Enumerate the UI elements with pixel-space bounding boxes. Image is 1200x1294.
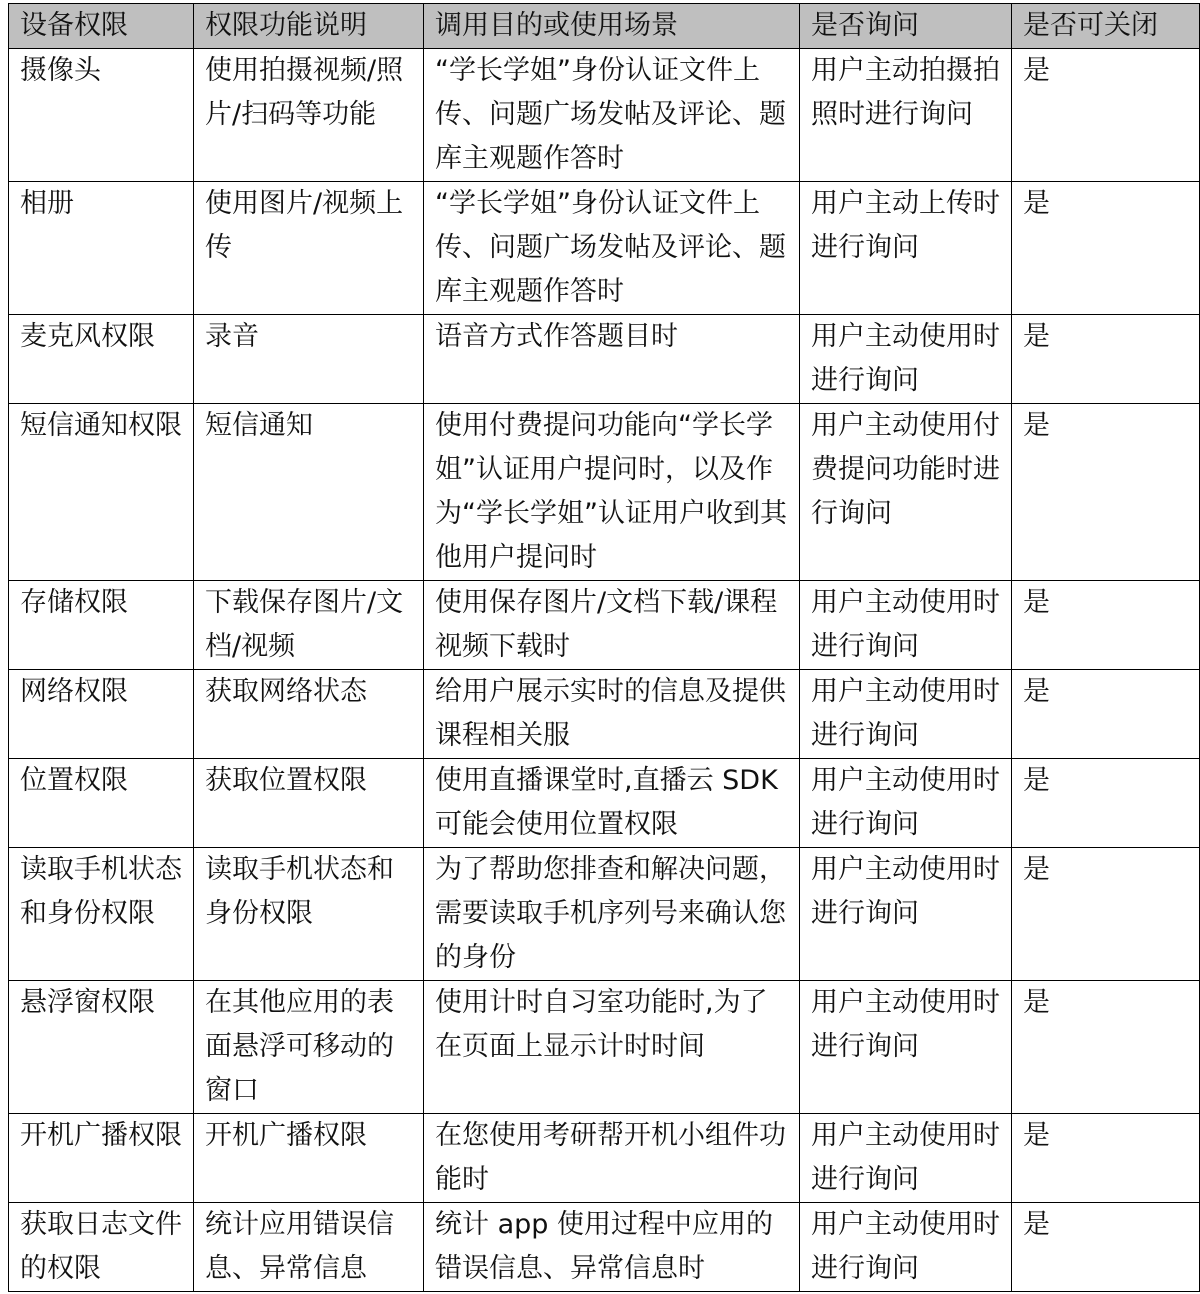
permission-name-cell: 悬浮窗权限: [9, 981, 194, 1114]
can-disable-cell: 是: [1012, 49, 1200, 182]
table-body: [9, 49, 1200, 1292]
permission-description-cell: 在其他应用的表面悬浮可移动的窗口: [194, 981, 424, 1114]
can-disable-cell: 是: [1012, 1203, 1200, 1292]
purpose-cell: “学长学姐”身份认证文件上传、问题广场发帖及评论、题库主观题作答时: [424, 182, 800, 315]
purpose-cell: 在您使用考研帮开机小组件功能时: [424, 1114, 800, 1203]
permission-description-cell: 读取手机状态和身份权限: [194, 848, 424, 981]
ask-user-cell: 用户主动使用时进行询问: [800, 759, 1012, 848]
table-row: [9, 49, 1200, 182]
ask-user-cell: 用户主动使用时进行询问: [800, 848, 1012, 981]
ask-user-cell: 用户主动拍摄拍照时进行询问: [800, 49, 1012, 182]
permission-description-cell: 使用拍摄视频/照片/扫码等功能: [194, 49, 424, 182]
purpose-cell: 使用计时自习室功能时,为了在页面上显示计时时间: [424, 981, 800, 1114]
header-purpose-scenario: 调用目的或使用场景: [424, 4, 800, 49]
purpose-cell: 语音方式作答题目时: [424, 315, 800, 404]
permission-description-cell: 开机广播权限: [194, 1114, 424, 1203]
table-row: [9, 670, 1200, 759]
can-disable-cell: 是: [1012, 670, 1200, 759]
can-disable-cell: 是: [1012, 581, 1200, 670]
table-row: [9, 848, 1200, 981]
permission-name-cell: 短信通知权限: [9, 404, 194, 581]
permission-name-cell: 网络权限: [9, 670, 194, 759]
purpose-cell: 统计 app 使用过程中应用的错误信息、异常信息时: [424, 1203, 800, 1292]
table-row: [9, 759, 1200, 848]
header-can-disable: 是否可关闭: [1012, 4, 1200, 49]
table-row: [9, 1114, 1200, 1203]
permission-description-cell: 使用图片/视频上传: [194, 182, 424, 315]
permission-name-cell: 读取手机状态和身份权限: [9, 848, 194, 981]
header-ask-user: 是否询问: [800, 4, 1012, 49]
header-permission-description: 权限功能说明: [194, 4, 424, 49]
ask-user-cell: 用户主动使用时进行询问: [800, 981, 1012, 1114]
ask-user-cell: 用户主动使用时进行询问: [800, 1114, 1012, 1203]
ask-user-cell: 用户主动使用时进行询问: [800, 1203, 1012, 1292]
can-disable-cell: 是: [1012, 981, 1200, 1114]
permission-name-cell: 相册: [9, 182, 194, 315]
permission-description-cell: 短信通知: [194, 404, 424, 581]
permission-description-cell: 录音: [194, 315, 424, 404]
permission-description-cell: 下载保存图片/文档/视频: [194, 581, 424, 670]
ask-user-cell: 用户主动使用付费提问功能时进行询问: [800, 404, 1012, 581]
ask-user-cell: 用户主动上传时进行询问: [800, 182, 1012, 315]
permissions-table: [8, 3, 1200, 1292]
purpose-cell: 使用直播课堂时,直播云 SDK 可能会使用位置权限: [424, 759, 800, 848]
permission-name-cell: 位置权限: [9, 759, 194, 848]
permission-description-cell: 统计应用错误信息、异常信息: [194, 1203, 424, 1292]
purpose-cell: 使用保存图片/文档下载/课程视频下载时: [424, 581, 800, 670]
purpose-cell: 为了帮助您排查和解决问题，需要读取手机序列号来确认您的身份: [424, 848, 800, 981]
permission-name-cell: 开机广播权限: [9, 1114, 194, 1203]
purpose-cell: 给用户展示实时的信息及提供课程相关服: [424, 670, 800, 759]
can-disable-cell: 是: [1012, 404, 1200, 581]
ask-user-cell: 用户主动使用时进行询问: [800, 581, 1012, 670]
can-disable-cell: 是: [1012, 848, 1200, 981]
can-disable-cell: 是: [1012, 182, 1200, 315]
table-row: [9, 315, 1200, 404]
ask-user-cell: 用户主动使用时进行询问: [800, 315, 1012, 404]
permission-description-cell: 获取网络状态: [194, 670, 424, 759]
purpose-cell: “学长学姐”身份认证文件上传、问题广场发帖及评论、题库主观题作答时: [424, 49, 800, 182]
table-row: [9, 404, 1200, 581]
table-row: [9, 581, 1200, 670]
permission-name-cell: 摄像头: [9, 49, 194, 182]
table-row: [9, 182, 1200, 315]
header-device-permission: 设备权限: [9, 4, 194, 49]
header-row: [9, 4, 1200, 49]
permission-name-cell: 麦克风权限: [9, 315, 194, 404]
can-disable-cell: 是: [1012, 1114, 1200, 1203]
permission-description-cell: 获取位置权限: [194, 759, 424, 848]
table-row: [9, 981, 1200, 1114]
permission-name-cell: 存储权限: [9, 581, 194, 670]
ask-user-cell: 用户主动使用时进行询问: [800, 670, 1012, 759]
permission-name-cell: 获取日志文件的权限: [9, 1203, 194, 1292]
purpose-cell: 使用付费提问功能向“学长学姐”认证用户提问时，以及作为“学长学姐”认证用户收到其他用户提问时: [424, 404, 800, 581]
can-disable-cell: 是: [1012, 759, 1200, 848]
can-disable-cell: 是: [1012, 315, 1200, 404]
table-row: [9, 1203, 1200, 1292]
